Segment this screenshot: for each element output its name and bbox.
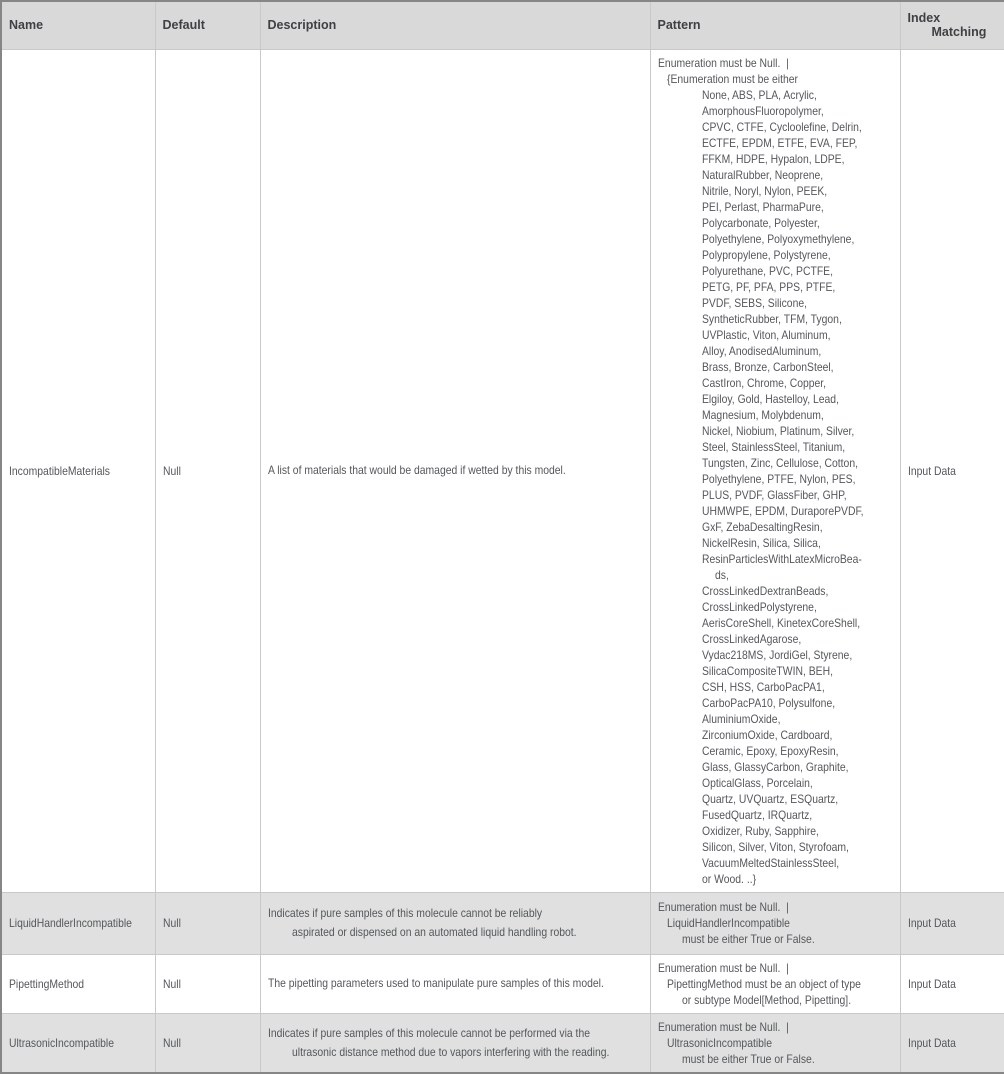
cell-default: Null <box>155 954 260 1013</box>
cell-pattern <box>650 49 900 892</box>
text-line: AmorphousFluoropolymer, <box>701 103 824 118</box>
text-line: PVDF, SEBS, Silicone, <box>701 295 807 310</box>
text-line: must be either True or False. <box>681 1051 815 1066</box>
text-line: Polycarbonate, Polyester, <box>701 215 820 230</box>
table-row-ultrasonicincompatible <box>1 1013 1004 1073</box>
text-line: or subtype Model[Method, Pipetting]. <box>681 992 851 1007</box>
text-line: Quartz, UVQuartz, ESQuartz, <box>701 791 838 806</box>
text-line: ResinParticlesWithLatexMicroBea- <box>701 551 862 566</box>
text-line: PipettingMethod must be an object of type <box>666 976 861 991</box>
text-line: CSH, HSS, CarboPacPA1, <box>701 679 825 694</box>
text-line: PEI, Perlast, PharmaPure, <box>701 199 824 214</box>
text-line: Magnesium, Molybdenum, <box>701 407 824 422</box>
text-line: A list of materials that would be damaged if wetted by this model. <box>267 463 566 477</box>
text-line: Vydac218MS, JordiGel, Styrene, <box>701 647 852 662</box>
cell-pattern <box>650 1013 900 1073</box>
text-line: SyntheticRubber, TFM, Tygon, <box>701 311 842 326</box>
text-line: NaturalRubber, Neoprene, <box>701 167 823 182</box>
text-line: CrossLinkedAgarose, <box>701 631 801 646</box>
text-line: The pipetting parameters used to manipulate pure samples of this model. <box>267 976 604 990</box>
text-line: Polypropylene, Polystyrene, <box>701 247 831 262</box>
text-line: Polyurethane, PVC, PCTFE, <box>701 263 833 278</box>
cell-pattern <box>650 892 900 954</box>
text-line: Enumeration must be Null. | <box>657 960 789 975</box>
cell-description <box>260 1013 650 1073</box>
cell-index-matching: Input Data <box>900 1013 1004 1073</box>
cell-description <box>260 892 650 954</box>
text-line: NickelResin, Silica, Silica, <box>701 535 821 550</box>
text-line: must be either True or False. <box>681 932 815 946</box>
text-line: {Enumeration must be either <box>666 71 798 86</box>
cell-description <box>260 954 650 1013</box>
text-line: ds, <box>714 567 729 582</box>
text-line: Steel, StainlessSteel, Titanium, <box>701 439 845 454</box>
cell-default: Null <box>155 49 260 892</box>
cell-name: PipettingMethod <box>1 954 155 1013</box>
header-default: Default <box>155 1 260 49</box>
cell-name: UltrasonicIncompatible <box>1 1013 155 1073</box>
text-line: PLUS, PVDF, GlassFiber, GHP, <box>701 487 847 502</box>
text-line: AerisCoreShell, KinetexCoreShell, <box>701 615 860 630</box>
text-line: Tungsten, Zinc, Cellulose, Cotton, <box>701 455 858 470</box>
text-line: SilicaCompositeTWIN, BEH, <box>701 663 833 678</box>
table-header <box>1 1 1004 49</box>
text-line: Enumeration must be Null. | <box>657 900 789 914</box>
text-line: CastIron, Chrome, Copper, <box>701 375 826 390</box>
text-line: AluminiumOxide, <box>701 711 780 726</box>
table-row-pipettingmethod <box>1 954 1004 1013</box>
text-line: Elgiloy, Gold, Hastelloy, Lead, <box>701 391 839 406</box>
cell-index-matching: Input Data <box>900 49 1004 892</box>
text-line: Indicates if pure samples of this molecule cannot be reliably <box>267 906 542 920</box>
text-line: CPVC, CTFE, Cycloolefine, Delrin, <box>701 119 862 134</box>
cell-name: LiquidHandlerIncompatible <box>1 892 155 954</box>
text-line: Nitrile, Noryl, Nylon, PEEK, <box>701 183 827 198</box>
text-line: LiquidHandlerIncompatible <box>666 916 790 930</box>
text-line: Enumeration must be Null. | <box>657 55 789 70</box>
header-index-line1: Index <box>907 11 941 26</box>
cell-default: Null <box>155 1013 260 1073</box>
text-line: CarboPacPA10, Polysulfone, <box>701 695 835 710</box>
cell-pattern <box>650 954 900 1013</box>
text-line: ZirconiumOxide, Cardboard, <box>701 727 832 742</box>
table-row-incompatiblematerials <box>1 49 1004 892</box>
header-pattern: Pattern <box>650 1 900 49</box>
text-line: or Wood. ..} <box>701 871 756 886</box>
header-description: Description <box>260 1 650 49</box>
text-line: CrossLinkedPolystyrene, <box>701 599 817 614</box>
text-line: FusedQuartz, IRQuartz, <box>701 807 812 822</box>
text-line: Alloy, AnodisedAluminum, <box>701 343 821 358</box>
text-line: OpticalGlass, Porcelain, <box>701 775 813 790</box>
text-line: ultrasonic distance method due to vapors interfering with the reading. <box>291 1044 609 1059</box>
text-line: None, ABS, PLA, Acrylic, <box>701 87 817 102</box>
text-line: UltrasonicIncompatible <box>666 1035 772 1050</box>
header-name: Name <box>1 1 155 49</box>
text-line: UVPlastic, Viton, Aluminum, <box>701 327 830 342</box>
text-line: Glass, GlassyCarbon, Graphite, <box>701 759 849 774</box>
header-index-matching <box>900 1 1004 49</box>
cell-description <box>260 49 650 892</box>
text-line: ECTFE, EPDM, ETFE, EVA, FEP, <box>701 135 857 150</box>
text-line: Silicon, Silver, Viton, Styrofoam, <box>701 839 849 854</box>
text-line: Indicates if pure samples of this molecule cannot be performed via the <box>267 1025 590 1040</box>
text-line: Polyethylene, Polyoxymethylene, <box>701 231 854 246</box>
text-line: GxF, ZebaDesaltingResin, <box>701 519 823 534</box>
text-line: VacuumMeltedStainlessSteel, <box>701 855 839 870</box>
text-line: PETG, PF, PFA, PPS, PTFE, <box>701 279 835 294</box>
text-line: CrossLinkedDextranBeads, <box>701 583 828 598</box>
table-row-liquidhandlerincompatible <box>1 892 1004 954</box>
text-line: Ceramic, Epoxy, EpoxyResin, <box>701 743 839 758</box>
text-line: FFKM, HDPE, Hypalon, LDPE, <box>701 151 845 166</box>
header-index-line2: Matching <box>931 25 987 40</box>
cell-index-matching: Input Data <box>900 954 1004 1013</box>
text-line: Enumeration must be Null. | <box>657 1019 789 1034</box>
text-line: Polyethylene, PTFE, Nylon, PES, <box>701 471 855 486</box>
text-line: Nickel, Niobium, Platinum, Silver, <box>701 423 854 438</box>
text-line: Brass, Bronze, CarbonSteel, <box>701 359 834 374</box>
text-line: Oxidizer, Ruby, Sapphire, <box>701 823 819 838</box>
cell-name: IncompatibleMaterials <box>1 49 155 892</box>
cell-default: Null <box>155 892 260 954</box>
text-line: aspirated or dispensed on an automated liquid handling robot. <box>291 925 577 939</box>
cell-index-matching: Input Data <box>900 892 1004 954</box>
text-line: UHMWPE, EPDM, DuraporePVDF, <box>701 503 864 518</box>
